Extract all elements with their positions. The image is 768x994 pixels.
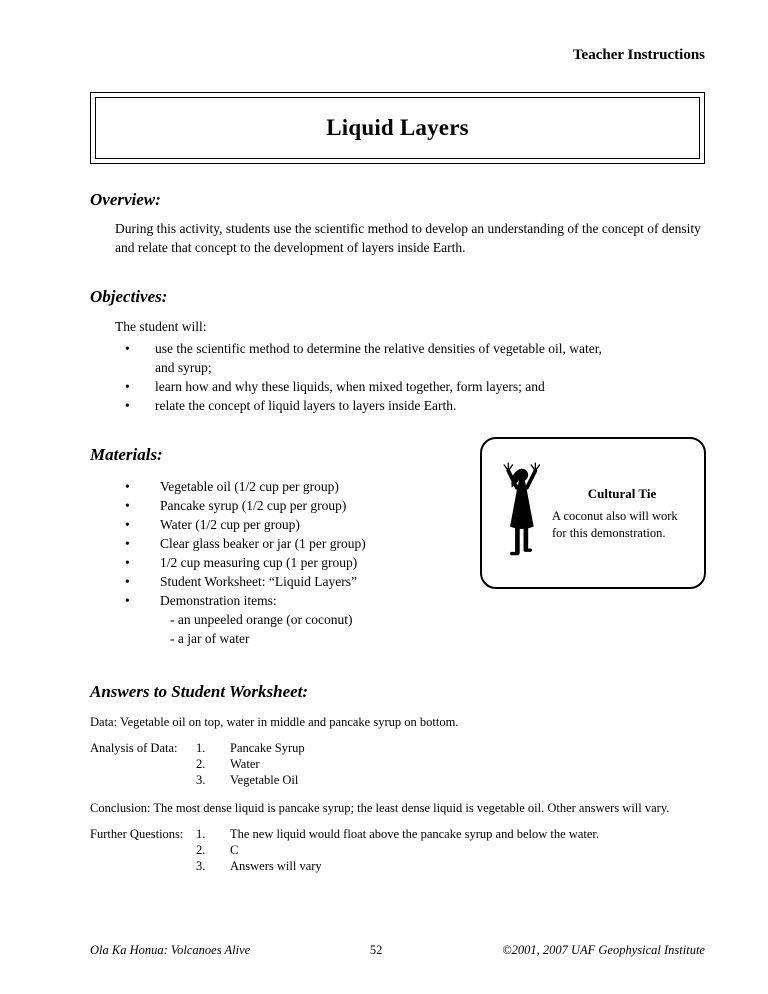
- bullet-icon: •: [125, 555, 130, 570]
- bullet-icon: •: [125, 479, 130, 494]
- materials-heading: Materials:: [90, 445, 163, 464]
- list-item: [125, 358, 705, 377]
- footer-left: Ola Ka Honua: Volcanoes Alive: [90, 943, 251, 957]
- bullet-icon: •: [125, 379, 130, 394]
- answer-number: 2.: [196, 757, 206, 771]
- bullet-icon: •: [125, 398, 130, 413]
- answer-number: 2.: [196, 843, 206, 857]
- page-footer: [90, 943, 705, 958]
- bullet-icon: •: [125, 574, 130, 589]
- list-item-text: Vegetable oil (1/2 cup per group): [160, 479, 339, 494]
- objectives-heading: Objectives:: [90, 287, 168, 306]
- list-item: [125, 572, 470, 591]
- list-item-text: Water (1/2 cup per group): [160, 517, 300, 532]
- further-label: Further Questions:: [90, 827, 184, 841]
- answers-heading: Answers to Student Worksheet:: [90, 682, 309, 701]
- page-number: 52: [369, 943, 383, 957]
- list-item-text: Pancake syrup (1/2 cup per group): [160, 498, 347, 513]
- cultural-tie-box: [480, 437, 706, 589]
- list-item: [125, 396, 705, 415]
- list-item: [125, 515, 470, 534]
- bullet-icon: •: [125, 341, 130, 356]
- materials-list: [125, 477, 470, 610]
- list-item-text: Student Worksheet: “Liquid Layers”: [160, 574, 357, 589]
- answer-text: Answers will vary: [230, 859, 322, 873]
- overview-body: During this activity, students use the scientific method to develop an understanding of the concept of density and relate that concept to the development of layers inside Earth.: [115, 221, 701, 255]
- list-item: [125, 534, 470, 553]
- answer-text: Pancake Syrup: [230, 741, 305, 755]
- answer-number: 3.: [196, 859, 206, 873]
- answer-number: 3.: [196, 773, 206, 787]
- title-box: [90, 92, 705, 164]
- answers-conclusion-line: Conclusion: The most dense liquid is pancake syrup; the least dense liquid is vegetable oil. Other answers will vary.: [90, 801, 670, 815]
- list-item-text: relate the concept of liquid layers to layers inside Earth.: [155, 398, 457, 413]
- footer-right: ©2001, 2007 UAF Geophysical Institute: [502, 943, 705, 957]
- analysis-of-data: [90, 740, 705, 788]
- list-sub-item: - an unpeeled orange (or coconut): [170, 612, 353, 627]
- bullet-icon: •: [125, 593, 130, 608]
- list-item: [125, 377, 705, 396]
- cultural-tie-body: A coconut also will work for this demonstration.: [552, 508, 678, 540]
- answer-number: 1.: [196, 827, 206, 841]
- bullet-icon: •: [125, 498, 130, 513]
- cultural-tie-text: [552, 485, 692, 542]
- answer-text: The new liquid would float above the pancake syrup and below the water.: [230, 827, 599, 841]
- page-title: Liquid Layers: [326, 115, 469, 140]
- further-questions: [90, 826, 705, 874]
- list-item: [125, 339, 705, 358]
- list-item-text: and syrup;: [155, 360, 212, 375]
- overview-heading: Overview:: [90, 190, 161, 209]
- answer-text: Vegetable Oil: [230, 773, 299, 787]
- answer-text: C: [230, 843, 239, 857]
- list-item-text: Clear glass beaker or jar (1 per group): [160, 536, 366, 551]
- objectives-list: [125, 339, 705, 415]
- bullet-icon: [125, 358, 155, 377]
- header-label: Teacher Instructions: [572, 47, 705, 63]
- title-box-inner: [95, 97, 700, 159]
- list-item-text: learn how and why these liquids, when mixed together, form layers; and: [155, 379, 545, 394]
- list-item: [125, 496, 470, 515]
- list-item-text: 1/2 cup measuring cup (1 per group): [160, 555, 358, 570]
- objectives-intro: The student will:: [115, 319, 207, 334]
- bullet-icon: •: [125, 536, 130, 551]
- list-item-text: use the scientific method to determine the relative densities of vegetable oil, water,: [155, 341, 603, 356]
- list-item-text: Demonstration items:: [160, 593, 277, 608]
- list-item: [125, 591, 470, 610]
- answers-data-line: Data: Vegetable oil on top, water in middle and pancake syrup on bottom.: [90, 715, 459, 729]
- answer-text: Water: [230, 757, 260, 771]
- list-item: [125, 553, 470, 572]
- analysis-label: Analysis of Data:: [90, 741, 178, 755]
- bullet-icon: •: [125, 517, 130, 532]
- hula-dancer-icon: [490, 454, 552, 572]
- cultural-tie-title: Cultural Tie: [587, 485, 657, 501]
- answer-number: 1.: [196, 741, 206, 755]
- list-sub-item: - a jar of water: [170, 631, 250, 646]
- list-item: [125, 477, 470, 496]
